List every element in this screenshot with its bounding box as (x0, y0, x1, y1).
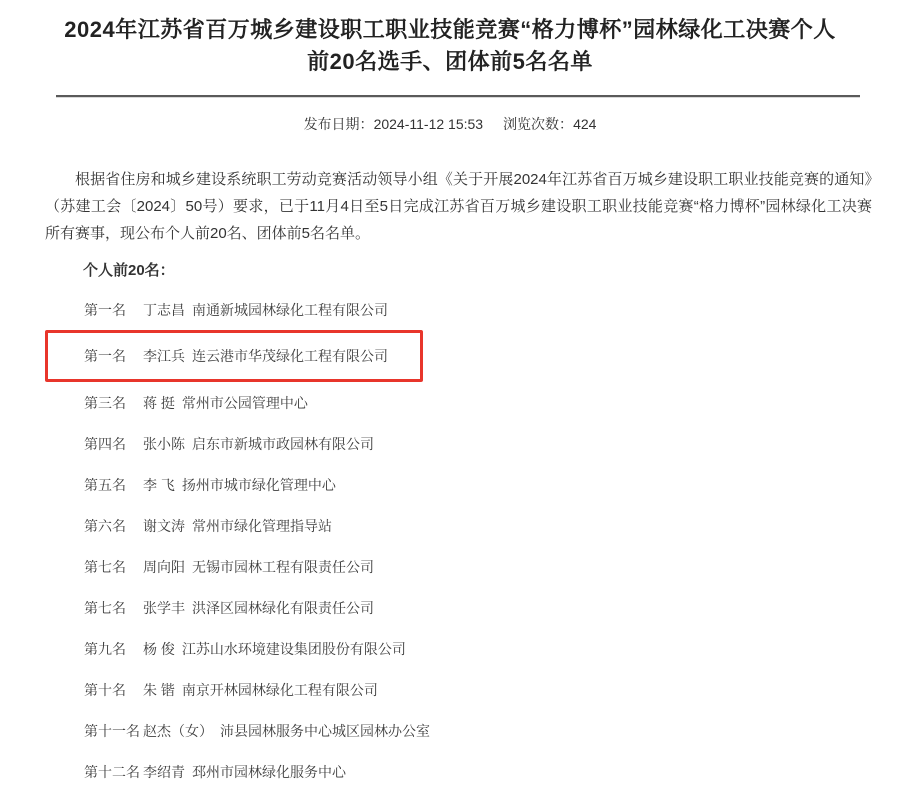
views-label: 浏览次数： (503, 116, 574, 132)
article-body (45, 166, 872, 792)
person-name: 谢文涛 (143, 517, 185, 534)
rankings-list (45, 289, 872, 792)
org-name: 连云港市华茂绿化工程有限公司 (192, 348, 388, 364)
ranking-row (84, 628, 872, 669)
publish-date-group (304, 115, 484, 133)
meta-bar (0, 115, 900, 133)
person-name: 朱 锴 (143, 681, 175, 698)
org-name: 洪泽区园林绿化有限责任公司 (192, 599, 374, 616)
rank-label: 第六名 (84, 517, 126, 534)
ranking-row (84, 505, 872, 546)
rank-label: 第九名 (84, 640, 126, 657)
org-name: 常州市绿化管理指导站 (192, 517, 332, 534)
person-name: 丁志昌 (143, 301, 185, 318)
publish-date-value: 2024-11-12 15:53 (373, 116, 484, 132)
rank-label: 第七名 (84, 599, 126, 616)
org-name: 江苏山水环境建设集团股份有限公司 (181, 640, 406, 657)
ranking-row (84, 751, 872, 792)
rank-label: 第一名 (84, 348, 126, 364)
person-name: 张小陈 (143, 435, 185, 452)
org-name: 沛县园林服务中心城区园林办公室 (220, 722, 430, 739)
person-name: 赵杰（女） (143, 722, 213, 739)
ranking-row (84, 382, 872, 423)
org-name: 邳州市园林绿化服务中心 (192, 763, 346, 780)
ranking-row (84, 464, 872, 505)
rank-label: 第十二名 (84, 763, 140, 780)
person-name: 张学丰 (143, 599, 185, 616)
intro-paragraph: 根据省住房和城乡建设系统职工劳动竞赛活动领导小组《关于开展2024年江苏省百万城乡建设职工职业技能竞赛的通知》（苏建工会〔2024〕50号）要求，已于11月4日至5日完成江苏省百万城乡建设职工职业技能竞赛“格力博杯”园林绿化工决赛所有赛事，现公布个人前20名、团体前5名名单。 (45, 171, 872, 242)
rank-label: 第一名 (84, 301, 126, 318)
section-title-individual-top20: 个人前20名： (83, 262, 175, 279)
org-name: 南京开林园林绿化工程有限公司 (181, 681, 378, 698)
rank-label: 第三名 (84, 394, 126, 411)
org-name: 常州市公园管理中心 (181, 394, 308, 411)
ranking-row (84, 587, 872, 628)
rank-label: 第十名 (84, 681, 126, 698)
org-name: 启东市新城市政园林有限公司 (192, 435, 374, 452)
highlight-box (45, 330, 423, 382)
page-title: 2024年江苏省百万城乡建设职工职业技能竞赛“格力博杯”园林绿化工决赛个人前20名选手、团体前5名名单 (64, 17, 836, 74)
rank-label: 第七名 (84, 558, 126, 575)
rank-label: 第四名 (84, 435, 126, 452)
person-name: 李 飞 (143, 476, 175, 493)
person-name: 李江兵 (143, 348, 185, 364)
person-name: 周向阳 (143, 558, 185, 575)
ranking-row (84, 669, 872, 710)
publish-date-label: 发布日期： (303, 116, 374, 132)
rank-label: 第十一名 (84, 722, 140, 739)
person-name: 李绍青 (143, 763, 185, 780)
org-name: 无锡市园林工程有限责任公司 (192, 558, 374, 575)
rank-label: 第五名 (84, 476, 126, 493)
person-name: 杨 俊 (143, 640, 175, 657)
title-divider (56, 95, 860, 98)
ranking-row (84, 546, 872, 587)
views-value: 424 (573, 116, 597, 132)
views-group (503, 115, 596, 133)
ranking-row (84, 333, 388, 379)
org-name: 南通新城园林绿化工程有限公司 (192, 301, 388, 318)
org-name: 扬州市城市绿化管理中心 (181, 476, 336, 493)
ranking-row (84, 423, 872, 464)
person-name: 蒋 挺 (143, 394, 175, 411)
ranking-row (84, 710, 872, 751)
ranking-row (84, 289, 872, 330)
